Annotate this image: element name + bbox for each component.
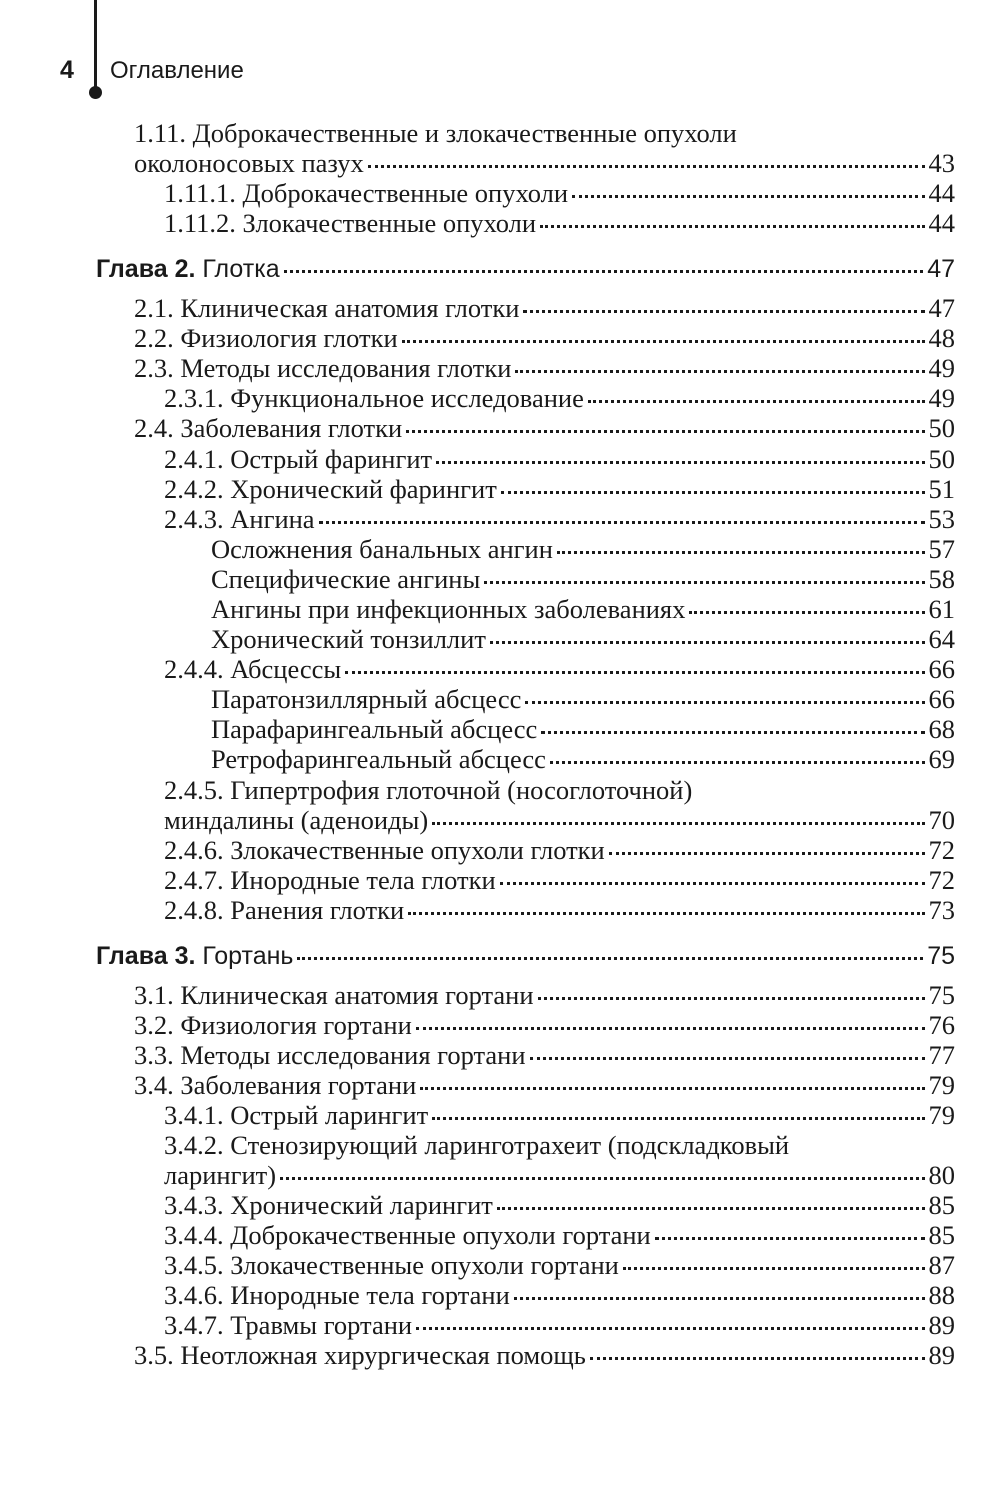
toc-entry-page: 72 bbox=[928, 865, 955, 895]
toc-entry-title: 2.4.2. Хронический фарингит bbox=[164, 474, 497, 504]
leader-dots bbox=[541, 731, 924, 734]
leader-dots bbox=[655, 1237, 925, 1240]
toc-entry-3-4-7 bbox=[164, 1310, 955, 1340]
toc-entry-2-4-5 bbox=[164, 805, 955, 835]
leader-dots bbox=[530, 1057, 925, 1060]
toc-entry-3-1 bbox=[134, 980, 955, 1010]
leader-dots bbox=[572, 195, 925, 198]
toc-entry-title: 3.4. Заболевания гортани bbox=[134, 1070, 417, 1100]
leader-dots bbox=[557, 551, 925, 554]
toc-entry-title: Ретрофарингеальный абсцесс bbox=[211, 744, 546, 774]
toc-entry-angina-1 bbox=[211, 534, 955, 564]
toc-entry-2-4 bbox=[134, 413, 955, 443]
toc-entry-2-3 bbox=[134, 353, 955, 383]
toc-entry-page: 75 bbox=[928, 980, 955, 1010]
toc-entry-angina-3 bbox=[211, 594, 955, 624]
leader-dots bbox=[689, 611, 924, 614]
toc-entry-page: 50 bbox=[928, 444, 955, 474]
toc-entry-title: Парафарингеальный абсцесс bbox=[211, 714, 538, 744]
toc-entry-title: 3.4.1. Острый ларингит bbox=[164, 1100, 429, 1130]
leader-dots bbox=[408, 912, 924, 915]
toc-entry-angina-2 bbox=[211, 564, 955, 594]
toc-entry-page: 50 bbox=[928, 413, 955, 443]
toc-entry-2-2 bbox=[134, 323, 955, 353]
toc-entry-title: ларингит) bbox=[164, 1160, 277, 1190]
toc-entry-title: 2.4.4. Абсцессы bbox=[164, 654, 342, 684]
toc-entry-page: 80 bbox=[928, 1160, 955, 1190]
toc-entry-3-4-3 bbox=[164, 1190, 955, 1220]
toc-entry-3-4-2 bbox=[164, 1160, 955, 1190]
leader-dots bbox=[540, 225, 924, 228]
leader-dots bbox=[406, 430, 924, 433]
toc-entry-title: 3.4.7. Травмы гортани bbox=[164, 1310, 413, 1340]
toc-entry-2-4-2 bbox=[164, 474, 955, 504]
toc-entry-page: 51 bbox=[928, 474, 955, 504]
leader-dots bbox=[280, 1177, 924, 1180]
toc-entry-1-11 bbox=[134, 148, 955, 178]
toc-entry-2-1 bbox=[134, 293, 955, 323]
toc-entry-title: 3.4.6. Инородные тела гортани bbox=[164, 1280, 510, 1310]
leader-dots bbox=[345, 671, 924, 674]
leader-dots bbox=[297, 957, 923, 960]
toc-entry-page: 87 bbox=[928, 1250, 955, 1280]
toc-entry-title: 2.1. Клиническая анатомия глотки bbox=[134, 293, 520, 323]
leader-dots bbox=[525, 701, 924, 704]
toc-entry-3-5 bbox=[134, 1340, 955, 1370]
toc-entry-abscess-2 bbox=[211, 714, 955, 744]
leader-dots bbox=[538, 997, 925, 1000]
toc-entry-page: 48 bbox=[928, 323, 955, 353]
toc-entry-title: 3.3. Методы исследования гортани bbox=[134, 1040, 526, 1070]
toc-entry-abscess-3 bbox=[211, 744, 955, 774]
toc-entry-page: 47 bbox=[928, 293, 955, 323]
leader-dots bbox=[432, 822, 924, 825]
toc-entry-page: 89 bbox=[928, 1310, 955, 1340]
toc-entry-title: 3.4.5. Злокачественные опухоли гортани bbox=[164, 1250, 619, 1280]
leader-dots bbox=[368, 165, 925, 168]
toc-entry-page: 89 bbox=[928, 1340, 955, 1370]
leader-dots bbox=[497, 1207, 925, 1210]
leader-dots bbox=[402, 340, 925, 343]
toc-entry-page: 73 bbox=[928, 895, 955, 925]
toc-entry-2-4-6 bbox=[164, 835, 955, 865]
running-head: Оглавление bbox=[110, 57, 244, 84]
toc-entry-title: Паратонзиллярный абсцесс bbox=[211, 684, 522, 714]
leader-dots bbox=[623, 1267, 925, 1270]
toc-chapter-2 bbox=[96, 255, 955, 285]
chapter-label: Глава 2. bbox=[96, 255, 196, 283]
leader-dots bbox=[609, 852, 925, 855]
toc-entry-page: 88 bbox=[928, 1280, 955, 1310]
chapter-title: Гортань bbox=[202, 942, 294, 970]
toc-entry-3-4-6 bbox=[164, 1280, 955, 1310]
toc-entry-abscess-1 bbox=[211, 684, 955, 714]
leader-dots bbox=[416, 1027, 925, 1030]
toc-entry-page: 61 bbox=[928, 594, 955, 624]
leader-dots bbox=[416, 1327, 924, 1330]
toc-entry-title: 3.4.3. Хронический ларингит bbox=[164, 1190, 493, 1220]
toc-entry-title: 2.2. Физиология глотки bbox=[134, 323, 398, 353]
toc-entry-title: 2.4.1. Острый фарингит bbox=[164, 444, 433, 474]
toc-entry-page: 49 bbox=[928, 383, 955, 413]
toc-entry-title: миндалины (аденоиды) bbox=[164, 805, 429, 835]
toc-entry-page: 85 bbox=[928, 1220, 955, 1250]
leader-dots bbox=[514, 1297, 925, 1300]
leader-dots bbox=[550, 761, 925, 764]
toc-entry-title: 2.3.1. Функциональное исследование bbox=[164, 383, 584, 413]
toc-entry-title: 3.4.4. Доброкачественные опухоли гортани bbox=[164, 1220, 651, 1250]
toc-entry-title: Специфические ангины bbox=[211, 564, 481, 594]
toc-entry-3-4-5 bbox=[164, 1250, 955, 1280]
leader-dots bbox=[588, 400, 925, 403]
toc-entry-page: 64 bbox=[928, 624, 955, 654]
leader-dots bbox=[319, 521, 925, 524]
toc-entry-title: Осложнения банальных ангин bbox=[211, 534, 553, 564]
toc-entry-page: 79 bbox=[928, 1100, 955, 1130]
toc-entry-page: 44 bbox=[928, 208, 955, 238]
toc-entry-page: 43 bbox=[928, 148, 955, 178]
toc-entry-title: 3.1. Клиническая анатомия гортани bbox=[134, 980, 534, 1010]
toc-entry-page: 75 bbox=[927, 942, 955, 970]
toc-entry-title: 2.4.6. Злокачественные опухоли глотки bbox=[164, 835, 605, 865]
toc-entry-2-4-1 bbox=[164, 444, 955, 474]
toc-entry-page: 47 bbox=[927, 255, 955, 283]
toc-entry-page: 72 bbox=[928, 835, 955, 865]
toc-entry-title: 3.2. Физиология гортани bbox=[134, 1010, 412, 1040]
toc-entry-page: 57 bbox=[928, 534, 955, 564]
leader-dots bbox=[500, 882, 925, 885]
chapter-label: Глава 3. bbox=[96, 942, 196, 970]
toc-entry-3-3 bbox=[134, 1040, 955, 1070]
toc-chapter-3 bbox=[96, 942, 955, 972]
toc-entry-2-4-5-line1: 2.4.5. Гипертрофия глоточной (носоглоточной) bbox=[164, 775, 693, 805]
toc-entry-title: Ангины при инфекционных заболеваниях bbox=[211, 594, 686, 624]
leader-dots bbox=[484, 581, 924, 584]
toc-entry-page: 85 bbox=[928, 1190, 955, 1220]
toc-entry-page: 44 bbox=[928, 178, 955, 208]
leader-dots bbox=[501, 491, 925, 494]
leader-dots bbox=[590, 1357, 925, 1360]
toc-entry-title: 2.4.7. Инородные тела глотки bbox=[164, 865, 496, 895]
leader-dots bbox=[420, 1087, 924, 1090]
toc-entry-title: 2.3. Методы исследования глотки bbox=[134, 353, 512, 383]
toc-entry-2-4-8 bbox=[164, 895, 955, 925]
leader-dots bbox=[436, 461, 924, 464]
toc-entry-page: 76 bbox=[928, 1010, 955, 1040]
toc-entry-title: 3.5. Неотложная хирургическая помощь bbox=[134, 1340, 586, 1370]
chapter-title: Глотка bbox=[202, 255, 280, 283]
toc-entry-2-3-1 bbox=[164, 383, 955, 413]
page-number: 4 bbox=[60, 56, 74, 84]
toc-entry-page: 68 bbox=[928, 714, 955, 744]
header-rule bbox=[94, 0, 97, 92]
toc-entry-1-11-1 bbox=[164, 178, 955, 208]
toc-entry-title: околоносовых пазух bbox=[134, 148, 364, 178]
toc-entry-angina-4 bbox=[211, 624, 955, 654]
leader-dots bbox=[490, 641, 925, 644]
toc-entry-3-4-1 bbox=[164, 1100, 955, 1130]
toc-entry-1-11-2 bbox=[164, 208, 955, 238]
toc-entry-page: 79 bbox=[928, 1070, 955, 1100]
toc-entry-3-2 bbox=[134, 1010, 955, 1040]
toc-entry-title: 1.11.2. Злокачественные опухоли bbox=[164, 208, 537, 238]
toc-entry-page: 66 bbox=[928, 684, 955, 714]
toc-entry-page: 58 bbox=[928, 564, 955, 594]
leader-dots bbox=[523, 310, 924, 313]
toc-entry-page: 66 bbox=[928, 654, 955, 684]
toc-entry-title: 1.11.1. Доброкачественные опухоли bbox=[164, 178, 568, 208]
toc-entry-3-4 bbox=[134, 1070, 955, 1100]
toc-entry-page: 69 bbox=[928, 744, 955, 774]
toc-entry-page: 77 bbox=[928, 1040, 955, 1070]
leader-dots bbox=[432, 1117, 924, 1120]
toc-entry-page: 70 bbox=[928, 805, 955, 835]
toc-entry-3-4-2-line1: 3.4.2. Стенозирующий ларинготрахеит (подскладковый bbox=[164, 1130, 790, 1160]
toc-entry-1-11-line1: 1.11. Доброкачественные и злокачественные опухоли bbox=[134, 118, 737, 148]
toc-entry-3-4-4 bbox=[164, 1220, 955, 1250]
toc-entry-2-4-3 bbox=[164, 504, 955, 534]
toc-entry-page: 53 bbox=[928, 504, 955, 534]
toc-entry-2-4-7 bbox=[164, 865, 955, 895]
toc-entry-title: 2.4. Заболевания глотки bbox=[134, 413, 403, 443]
header-rule-dot bbox=[89, 86, 102, 99]
leader-dots bbox=[515, 370, 924, 373]
toc-entry-title: 2.4.8. Ранения глотки bbox=[164, 895, 405, 925]
leader-dots bbox=[284, 270, 924, 273]
toc-entry-title: 2.4.3. Ангина bbox=[164, 504, 315, 534]
toc-entry-title: Хронический тонзиллит bbox=[211, 624, 486, 654]
toc-entry-page: 49 bbox=[928, 353, 955, 383]
toc-entry-2-4-4 bbox=[164, 654, 955, 684]
